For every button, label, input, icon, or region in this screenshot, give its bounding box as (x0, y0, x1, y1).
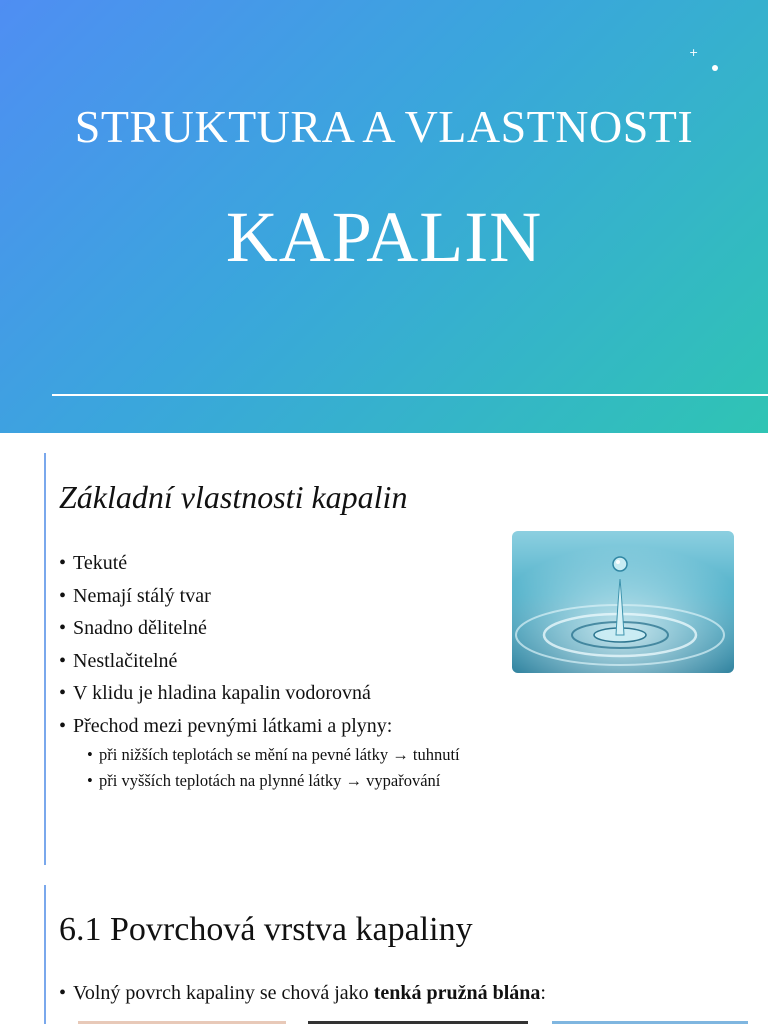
list-item: • Přechod mezi pevnými látkami a plyny: • při nižších teplotách se mění na pevné látky → tuhnutí • při vyšších teplotách na plynné látky → vypařování (59, 710, 460, 795)
sub-bullet-list (59, 742, 460, 794)
water-drop-splash-icon (512, 531, 734, 673)
list-item: • Nemají stálý tvar (59, 584, 211, 607)
list-item: • Nestlačitelné (59, 649, 178, 672)
slide-title-line1: STRUKTURA A VLASTNOSTI (74, 101, 694, 152)
bullet-list (59, 547, 460, 794)
slide-heading: Základní vlastnosti kapalin (59, 479, 408, 515)
title-slide (0, 0, 768, 433)
slide-surface-layer (0, 885, 768, 1024)
slide-heading: 6.1 Povrchová vrstva kapaliny (59, 911, 473, 948)
plus-decoration-icon: + (689, 46, 699, 59)
list-item: • Snadno dělitelné (59, 617, 207, 639)
list-item: • Volný povrch kapaliny se chová jako tenká pružná blána: (59, 982, 546, 1004)
slide-accent-bar (44, 885, 46, 1024)
dot-decoration-icon (712, 65, 718, 71)
bold-term: tenká pružná blána (373, 982, 541, 1004)
slide-basic-properties (0, 453, 768, 865)
list-item: • Tekuté (59, 552, 128, 574)
slide-accent-bar (44, 453, 46, 865)
sub-list-item: • při vyšších teplotách na plynné látky → vypařování (87, 771, 441, 790)
sub-list-item: • při nižších teplotách se mění na pevné látky → tuhnutí (87, 745, 460, 764)
title-divider (52, 394, 768, 396)
slide-title-line2: KAPALIN (225, 197, 543, 277)
list-item: • V klidu je hladina kapalin vodorovná (59, 682, 371, 704)
